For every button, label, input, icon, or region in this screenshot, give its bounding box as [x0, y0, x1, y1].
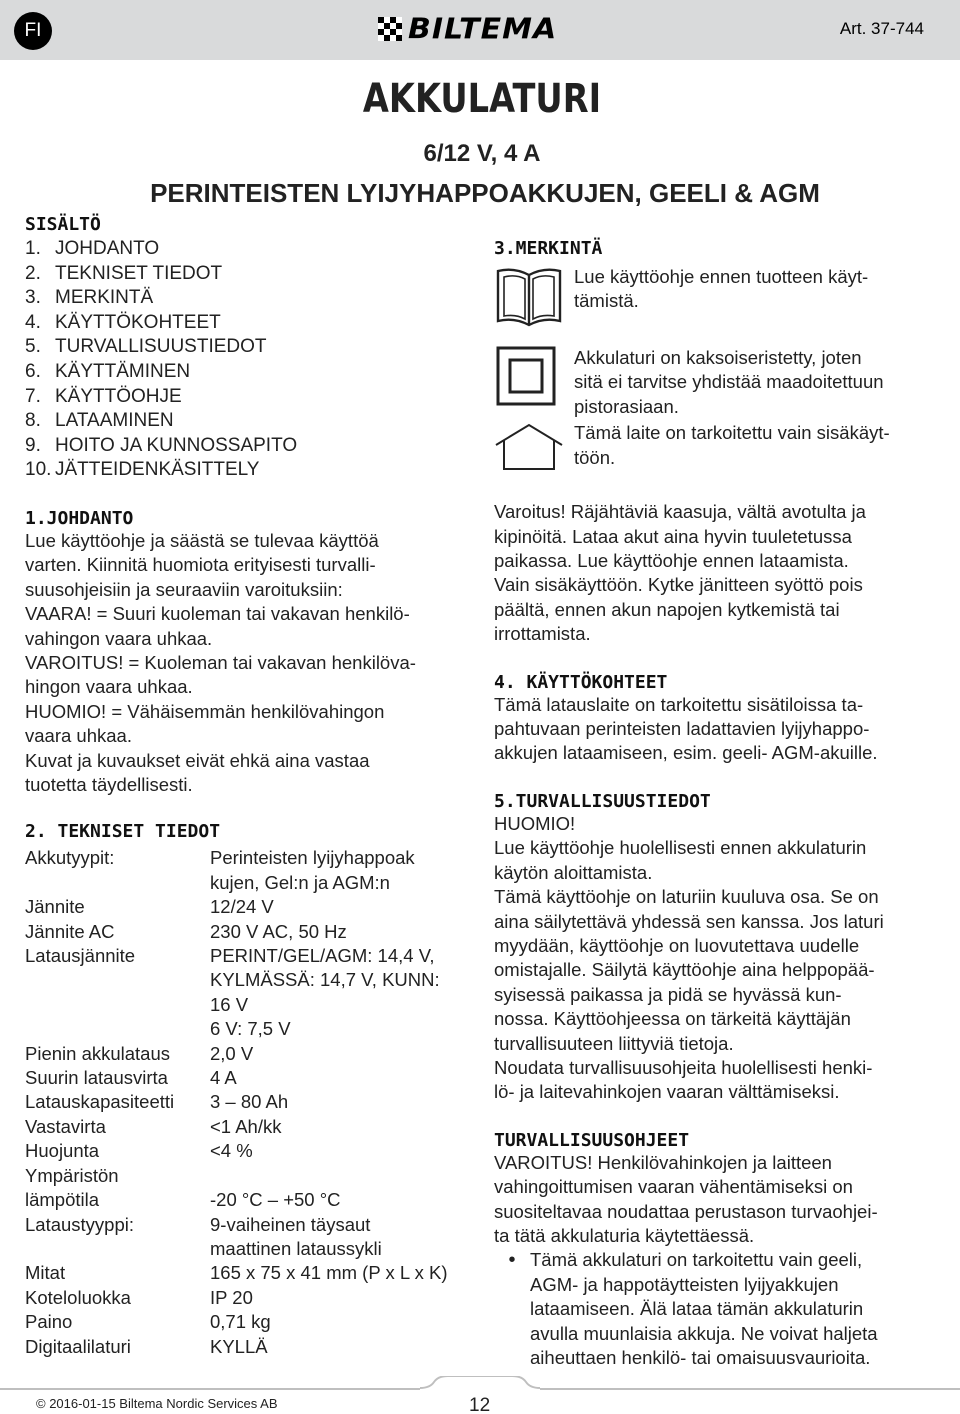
list-item: • Tämä akkulaturi on tarkoitettu vain geeli, [508, 1249, 863, 1272]
spec-row: Ympäristön [25, 1164, 119, 1186]
marking-heading: 3.MERKINTÄ [494, 238, 603, 259]
right-column [494, 238, 944, 1370]
usage-text: Tämä latauslaite on tarkoitettu sisätiloissa ta- pahtuvaan perinteisten ladattavien lyijyhappo- akkujen lataamiseen, esim. geeli- AGM-akuille. [494, 693, 878, 764]
article-number: Art. 37-744 [839, 19, 924, 38]
toc-item: 6. KÄYTTÄMINEN [25, 360, 191, 382]
intro-text: Lue käyttöohje ja säästä se tulevaa käyttöä varten. Kiinnitä huomiota erityisesti turvalli- suusohjeisiin ja seuraaviin varoituksiin: VAARA! = Suuri kuoleman tai vakavan henkilö- vahingon vaara uhkaa. VAROITUS! = Kuoleman tai vakavan henkilöva- hingon vaara uhkaa. HUOMIO! = Vähäisemmän henkilövahingon vaara uhkaa. Kuvat ja kuvaukset eivät ehkä aina vastaa tuotetta täydellisesti. [25, 529, 416, 795]
spec-row: Pienin akkulataus 2,0 V [25, 1042, 254, 1064]
safety-rules-heading: TURVALLISUUSOHJEET [494, 1129, 690, 1151]
table-of-contents [25, 237, 465, 483]
indoor-house-icon [494, 421, 574, 476]
spec-row: Paino 0,71 kg [25, 1311, 271, 1333]
spec-row: Latauskapasiteetti 3 – 80 Ah [25, 1091, 289, 1113]
spec-row: Jännite AC 230 V AC, 50 Hz [25, 920, 347, 942]
symbol-description: Tämä laite on tarkoitettu vain sisäkäyt- töön. [574, 422, 890, 468]
double-insulation-icon [494, 346, 574, 413]
toc-item: 4. KÄYTTÖKOHTEET [25, 311, 221, 333]
symbol-row [494, 421, 944, 476]
list-item: AGM- ja happotäytteisten lyijyakkujen [530, 1273, 839, 1295]
symbol-description: Akkulaturi on kaksoiseristetty, joten sitä ei tarvitse yhdistää maadoitettuun pistorasiaan. [574, 347, 884, 417]
spec-row: kujen, Gel:n ja AGM:n [210, 871, 390, 893]
toc-item: 3. MERKINTÄ [25, 287, 154, 309]
spec-row: Vastavirta <1 Ah/kk [25, 1115, 282, 1137]
toc-item: 9. HOITO JA KUNNOSSAPITO [25, 434, 298, 456]
specs-table [25, 846, 465, 1359]
document-subtitle: 6/12 V, 4 A [423, 140, 541, 167]
left-column [25, 214, 465, 1359]
safety-text: HUOMIO! Lue käyttöohje huolellisesti ennen akkulaturin käytön aloittamista. Tämä käyttöohje on laturiin kuuluva osa. Se on aina säilytettävä yhdessä sen kanssa. Jos laturi myydään, käyttöohje on luovutettava uudelle omistajalle. Säilytä käyttöohje aina helppopää- syisessä paikassa ja pidä se hyvässä kun- nossa. Käyttöohjeessa on tärkeitä käyttäjän turvallisuuteen liittyviä tietoja. Noudata turvallisuusohjeita huolellisesti henki- lö- ja laitevahinkojen vaaran välttämiseksi. [494, 812, 884, 1103]
spec-row: Suurin latausvirta 4 A [25, 1067, 237, 1089]
intro-heading: 1.JOHDANTO [25, 507, 134, 529]
spec-row: lämpötila -20 °C – +50 °C [25, 1189, 341, 1211]
toc-heading: SISÄLTÖ [25, 214, 101, 235]
list-item: aiheuttaen henkilö- tai omaisuusvaurioita. [530, 1347, 871, 1368]
spec-row: maattinen lataussykli [210, 1237, 382, 1259]
safety-heading: 5.TURVALLISUUSTIEDOT [494, 790, 711, 812]
symbol-row [494, 265, 944, 332]
copyright-text: © 2016-01-15 Biltema Nordic Services AB [36, 1396, 278, 1411]
spec-row: 16 V [210, 993, 249, 1015]
page-number: 12 [469, 1395, 491, 1414]
brand-name: BILTEMA [408, 12, 558, 46]
list-item: avulla muunlaisia akkuja. Ne voivat haljeta [530, 1322, 878, 1344]
toc-item: 5. TURVALLISUUSTIEDOT [25, 336, 267, 358]
language-badge: FI [14, 12, 52, 50]
symbol-row [494, 346, 944, 419]
toc-item: 10. JÄTTEIDENKÄSITTELY [25, 459, 260, 481]
brand-logo [378, 12, 557, 46]
warning-text: Varoitus! Räjähtäviä kaasuja, vältä avotulta ja kipinöitä. Lataa akut aina hyvin tuuletetussa paikassa. Lue käyttöohje ennen lataamista. Vain sisäkäyttöön. Kytke jänitteen syöttö pois päältä, ennen akun napojen kytkemistä tai irrottamista. [494, 501, 866, 645]
checkered-flag-icon [378, 17, 402, 41]
toc-item: 7. KÄYTTÖOHJE [25, 385, 182, 407]
spec-row: KYLMÄSSÄ: 14,7 V, KUNN: [210, 969, 440, 991]
toc-item: 2. TEKNISET TIEDOT [25, 262, 223, 284]
safety-rules-text: VAROITUS! Henkilövahinkojen ja laitteen vahingoittumisen vaaran vähentämiseksi on suositeltavaa noudattaa perustason turvaohjei- ta tätä akkulaturia käytettäessä. [494, 1151, 878, 1246]
document-title: AKKULATURI [362, 76, 602, 122]
spec-row: Koteloluokka IP 20 [25, 1286, 253, 1308]
spec-row: Huojunta <4 % [25, 1140, 253, 1162]
spec-row: 6 V: 7,5 V [210, 1018, 291, 1040]
header-band [0, 0, 960, 60]
spec-row: Mitat 165 x 75 x 41 mm (P x L x K) [25, 1262, 448, 1284]
toc-item: 8. LATAAMINEN [25, 410, 174, 432]
document-product-line: PERINTEISTEN LYIJYHAPPOAKKUJEN, GEELI & AGM [150, 178, 820, 208]
spec-row: Akkutyypit: Perinteisten lyijyhappoak [25, 847, 415, 869]
safety-bullet-list [494, 1248, 944, 1370]
specs-heading: 2. TEKNISET TIEDOT [25, 821, 221, 843]
spec-row: Latausjännite PERINT/GEL/AGM: 14,4 V, [25, 945, 435, 967]
spec-row: Lataustyyppi: 9-vaiheinen täysaut [25, 1213, 371, 1235]
spec-row: Digitaalilaturi KYLLÄ [25, 1335, 268, 1357]
list-item: lataamiseen. Älä lataa tämän akkulaturin [530, 1298, 864, 1320]
toc-item: 1. JOHDANTO [25, 238, 160, 259]
symbol-description: Lue käyttöohje ennen tuotteen käyt- tämistä. [574, 266, 869, 312]
usage-heading: 4. KÄYTTÖKOHTEET [494, 671, 668, 693]
book-icon [494, 265, 574, 332]
spec-row: Jännite 12/24 V [25, 896, 274, 918]
